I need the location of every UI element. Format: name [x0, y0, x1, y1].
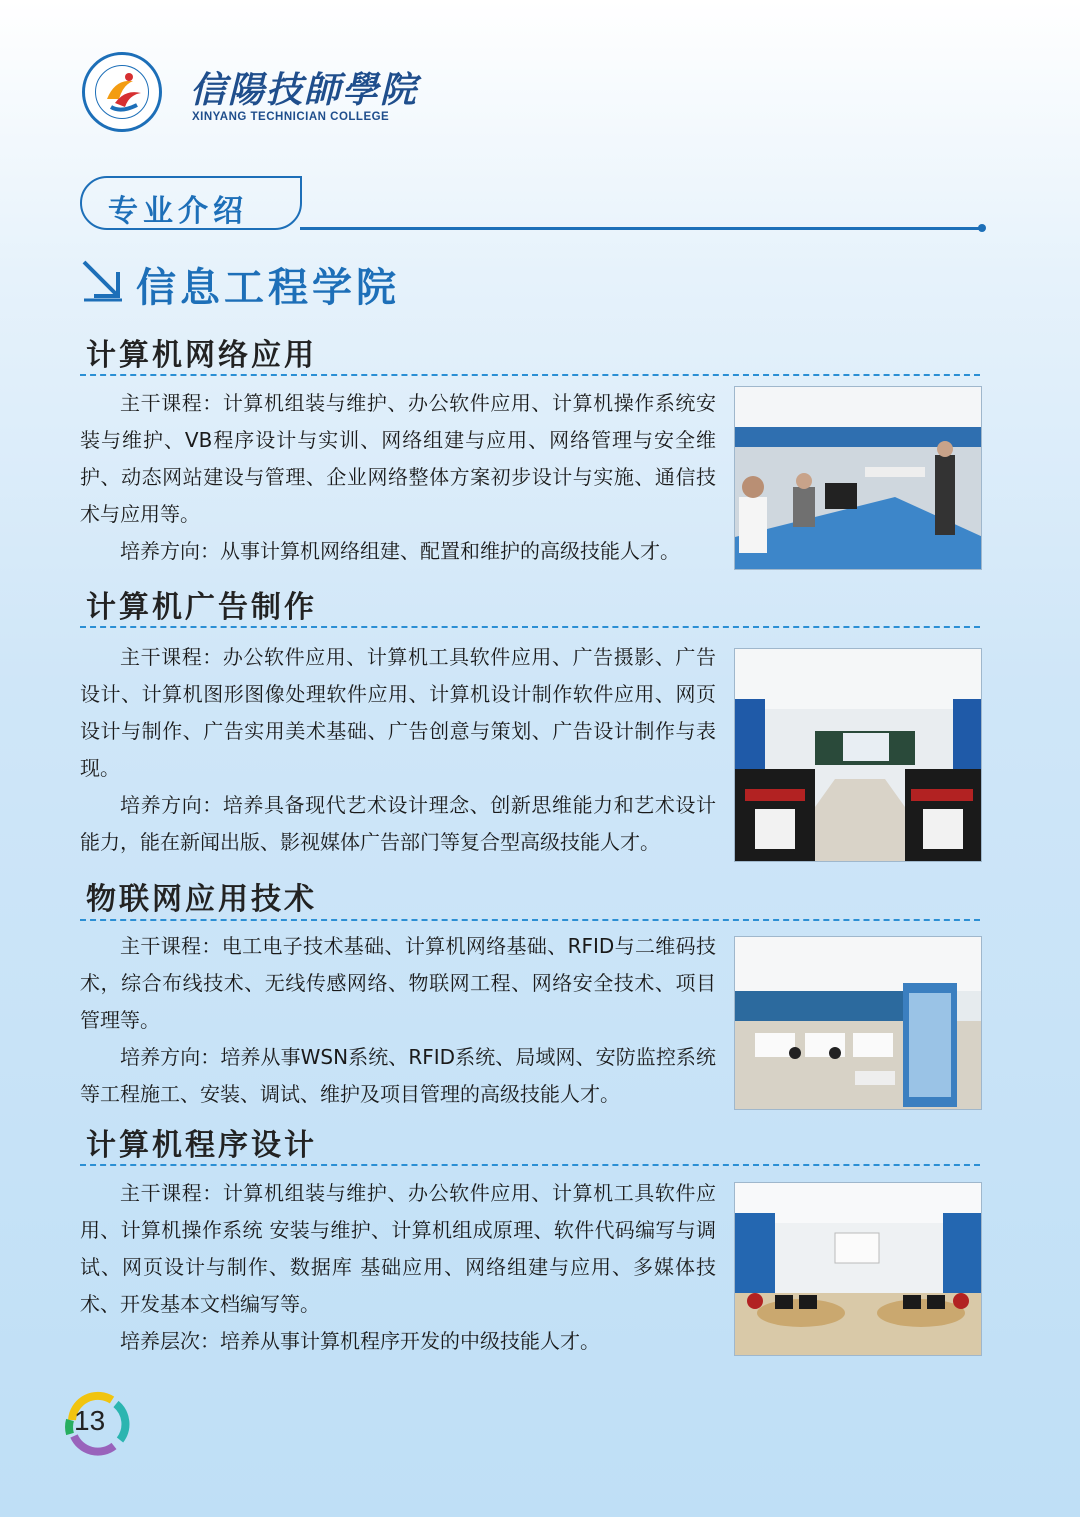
school-logo — [82, 52, 162, 132]
arrow-down-right-icon — [80, 258, 124, 302]
lab-photo — [734, 936, 982, 1110]
classroom-photo — [734, 648, 982, 862]
courses-paragraph: 主干课程：办公软件应用、计算机工具软件应用、广告摄影、广告设计、计算机图形图像处理软件应用、计算机设计制作软件应用、网页设计与制作、广告实用美术基础、广告创意与策划、广告设计制作与表现。 — [80, 645, 716, 780]
dashed-divider — [80, 1164, 980, 1166]
courses-paragraph: 主干课程：计算机组装与维护、办公软件应用、计算机操作系统安装与维护、VB程序设计与实训、网络组建与应用、网络管理与安全维护、动态网站建设与管理、企业网络整体方案初步设计与实施、通信技术与应用等。 — [80, 391, 716, 526]
major-title: 计算机程序设计 — [86, 1128, 317, 1163]
direction-paragraph: 培养方向：培养具备现代艺术设计理念、创新思维能力和艺术设计能力，能在新闻出版、影视媒体广告部门等复合型高级技能人才。 — [80, 793, 716, 854]
classroom-photo — [734, 386, 982, 570]
courses-paragraph: 主干课程：计算机组装与维护、办公软件应用、计算机工具软件应用、计算机操作系统 安装与维护、计算机组成原理、软件代码编写与调试、网页设计与制作、数据库 基础应用、网络组建与应用、多媒体技术、开发基本文档编写等。 — [80, 1181, 716, 1316]
dashed-divider — [80, 626, 980, 628]
major-description — [80, 639, 716, 861]
major-title: 物联网应用技术 — [86, 882, 317, 917]
level-paragraph: 培养层次：培养从事计算机程序开发的中级技能人才。 — [120, 1329, 600, 1353]
major-title: 计算机广告制作 — [86, 590, 317, 625]
major-description — [80, 928, 716, 1113]
direction-paragraph: 培养方向：从事计算机网络组建、配置和维护的高级技能人才。 — [120, 539, 680, 563]
section-divider — [300, 227, 982, 230]
dashed-divider — [80, 919, 980, 921]
classroom-photo — [734, 1182, 982, 1356]
page-number: 13 — [74, 1405, 106, 1436]
school-name-english: XINYANG TECHNICIAN COLLEGE — [192, 111, 390, 123]
school-name-chinese: 信陽技師學院 — [190, 69, 419, 111]
major-description — [80, 385, 716, 570]
courses-paragraph: 主干课程：电工电子技术基础、计算机网络基础、RFID与二维码技术，综合布线技术、无线传感网络、物联网工程、网络安全技术、项目管理等。 — [80, 934, 716, 1032]
major-description — [80, 1175, 716, 1360]
major-title: 计算机网络应用 — [86, 338, 317, 373]
section-divider-dot — [978, 224, 986, 232]
section-label: 专业介绍 — [108, 194, 248, 229]
dashed-divider — [80, 374, 980, 376]
college-title: 信息工程学院 — [136, 265, 400, 311]
direction-paragraph: 培养方向：培养从事WSN系统、RFID系统、局域网、安防监控系统等工程施工、安装、调试、维护及项目管理的高级技能人才。 — [80, 1045, 716, 1106]
